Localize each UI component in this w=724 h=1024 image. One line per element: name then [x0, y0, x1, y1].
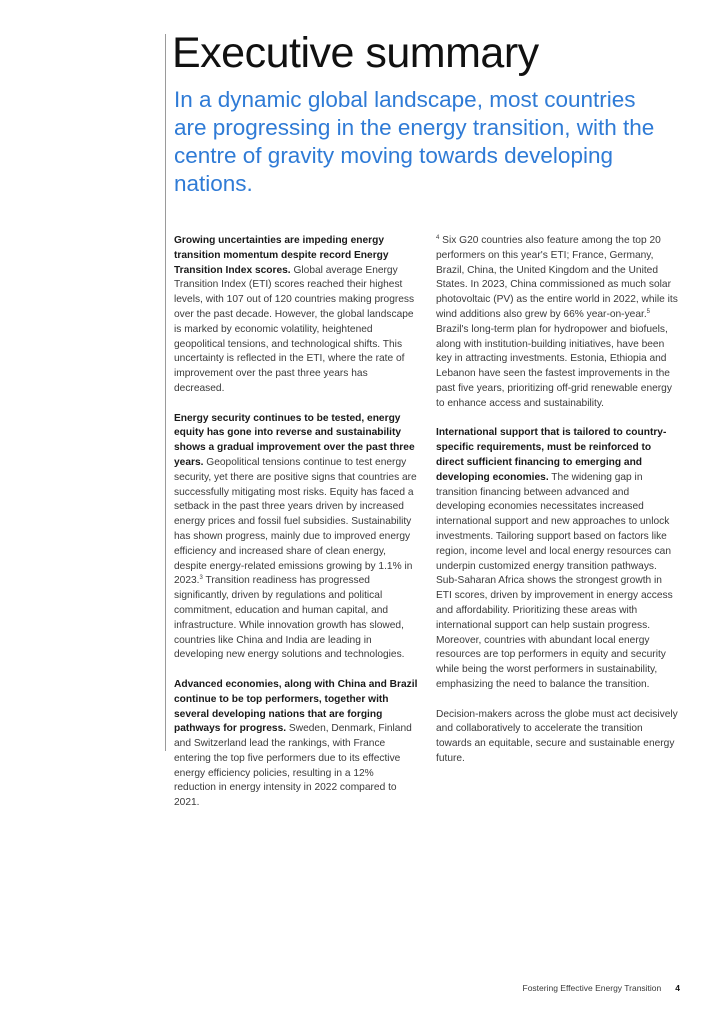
column-left: [174, 234, 418, 826]
page-title: Executive summary: [172, 29, 539, 77]
paragraph-lead: Advanced economies, along with China and Brazil continue to be top performers, together with several developing nations that are forging pathways for progress.: [174, 678, 418, 735]
paragraph-uncertainties: [174, 234, 418, 397]
page-subtitle: In a dynamic global landscape, most countries are progressing in the energy transition, with the centre of gravity moving towards developing nations.: [174, 87, 655, 196]
paragraph-decision-makers: [436, 708, 680, 767]
footer-report-title: Fostering Effective Energy Transition: [522, 983, 662, 993]
paragraph-energy-security: [174, 412, 418, 664]
paragraph-text: Decision-makers across the globe must act decisively and collaboratively to accelerate the transition towards an equitable, secure and sustainable energy future.: [436, 708, 678, 764]
paragraph-lead: Growing uncertainties are impeding energy transition momentum despite record Energy Transition Index scores.: [174, 235, 389, 276]
paragraph-text: Brazil's long-term plan for hydropower and biofuels, along with institution-building initiatives, have been key in attracting investments. Estonia, Ethiopia and Lebanon have seen the fastest improvements in the past five years, prioritizing off-grid renewable energy to enhance access and sustainability.: [436, 323, 672, 409]
page-footer: [523, 983, 680, 993]
paragraph-top-performers-cont: [436, 234, 680, 412]
column-right: [436, 234, 680, 781]
paragraph-lead: Energy security continues to be tested, energy equity has gone into reverse and sustainability shows a gradual improvement over the past three years.: [174, 412, 415, 468]
paragraph-text: Geopolitical tensions continue to test energy security, yet there are positive signs that countries are successfully mitigating most risks. Equity has faced a setback in the past three years driven by increased energy prices and fossil fuel subsidies. Sustainability has shown progress, mainly due to improved energy efficiency and increased share of clean energy, despite energy-related emissions growing by 1.1% in 2023.: [174, 456, 417, 587]
paragraph-text: The widening gap in transition financing between advanced and developing economies necessitates increased international support and new approaches to unlock investments. Tailoring support based on factors like region, income level and local energy resources can underpin customized energy transition pathways. Sub-Saharan Africa shows the strongest growth in ETI scores, driven by improvement in energy access and affordability. Prioritizing these areas with international support can help sustain progress. Moreover, countries with abundant local energy resources are top performers in equity and security while being the worst performers in sustainability, emphasizing the need to balance the transition.: [436, 471, 673, 690]
paragraph-text: Six G20 countries also feature among the top 20 performers on this year's ETI; France, Germany, Brazil, China, the United Kingdom and the United States. In 2023, China commissioned as much solar photovoltaic (PV) as the entire world in 2022, while its wind additions also grew by 66% year-on-year.: [436, 235, 678, 320]
paragraph-text: Sweden, Denmark, Finland and Switzerland lead the rankings, with France entering the top five performers due to its effective energy efficiency policies, resulting in a 12% reduction in energy intensity in 2022 compared to 2021.: [174, 723, 412, 809]
paragraph-text: Global average Energy Transition Index (ETI) scores reached their highest levels, with 107 out of 120 countries making progress over the past decade. However, the global landscape is marked by economic volatility, heightened geopolitical tensions, and technological shifts. This uncertainty is reflected in the ETI, where the rate of improvement over the past three years has decreased.: [174, 264, 415, 394]
footnote-ref: 3: [199, 575, 203, 582]
paragraph-international-support: [436, 426, 680, 692]
paragraph-top-performers: [174, 678, 418, 811]
paragraph-lead: International support that is tailored to country-specific requirements, must be reinforced to direct sufficient financing to emerging and developing economies.: [436, 427, 667, 483]
footnote-ref: 5: [646, 308, 650, 315]
footnote-ref: 4: [436, 235, 440, 241]
page-number: 4: [675, 983, 680, 993]
left-rule: [165, 34, 166, 751]
paragraph-text: Transition readiness has progressed significantly, driven by regulations and political commitment, education and human capital, and infrastructure. While innovation growth has slowed, countries like China and India are leading in developing new energy solutions and technologies.: [174, 575, 405, 661]
